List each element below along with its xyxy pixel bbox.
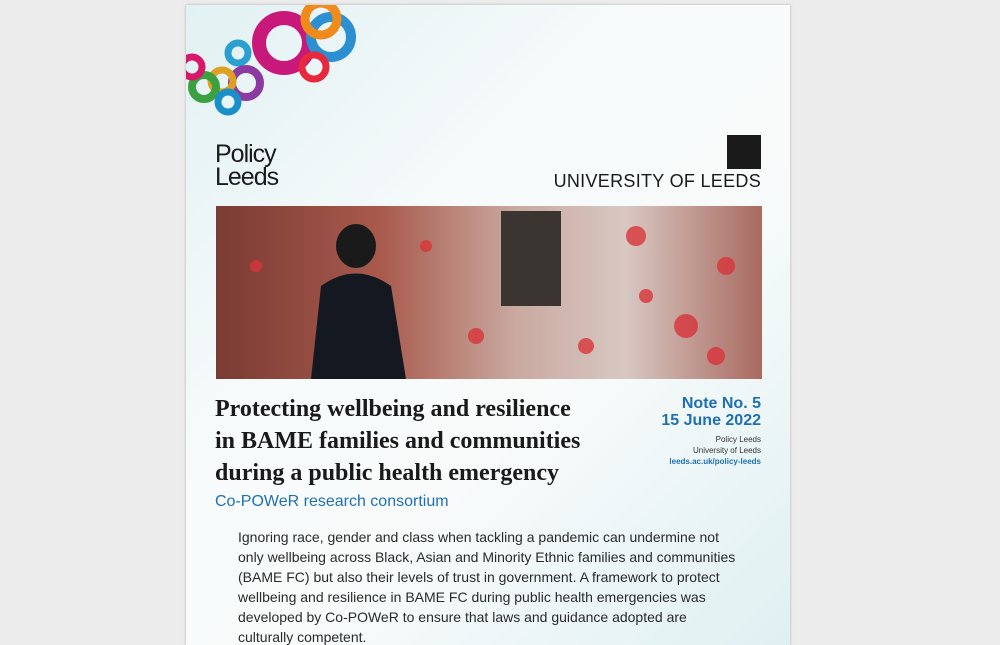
title-line: during a public health emergency: [215, 460, 560, 486]
subtitle: Co-POWeR research consortium: [215, 493, 449, 510]
policy-leeds-logo: [215, 140, 279, 191]
document-page: [186, 5, 790, 645]
org-university: University of Leeds: [692, 446, 761, 455]
cover-photo: [216, 206, 762, 379]
policy-leeds-link[interactable]: leeds.ac.uk/policy-leeds: [669, 457, 761, 466]
university-crest-icon: [727, 135, 761, 169]
note-date: 15 June 2022: [661, 412, 761, 429]
abstract-text: Ignoring race, gender and class when tackling a pandemic can undermine not only wellbeing across Black, Asian and Minority Ethnic families and communities (BAME FC) but also their levels of trust in government. A framework to protect wellbeing and resilience in BAME FC during public health emergencies was developed by Co-POWeR to ensure that laws and guidance adopted are culturally competent.: [238, 529, 736, 645]
note-number: Note No. 5: [681, 395, 761, 412]
colorful-rings-logo: [186, 5, 386, 120]
document-title: [215, 393, 635, 489]
memorial-wall-image: [216, 206, 762, 379]
title-line: in BAME families and communities: [215, 428, 581, 454]
title-line: Protecting wellbeing and resilience: [215, 396, 571, 422]
logo-line: Policy: [215, 140, 276, 168]
org-policy-leeds: Policy Leeds: [715, 435, 761, 444]
note-info: [661, 395, 761, 467]
logo-line: Leeds: [215, 163, 279, 191]
university-logo: UNIVERSITY OF LEEDS: [553, 171, 761, 191]
